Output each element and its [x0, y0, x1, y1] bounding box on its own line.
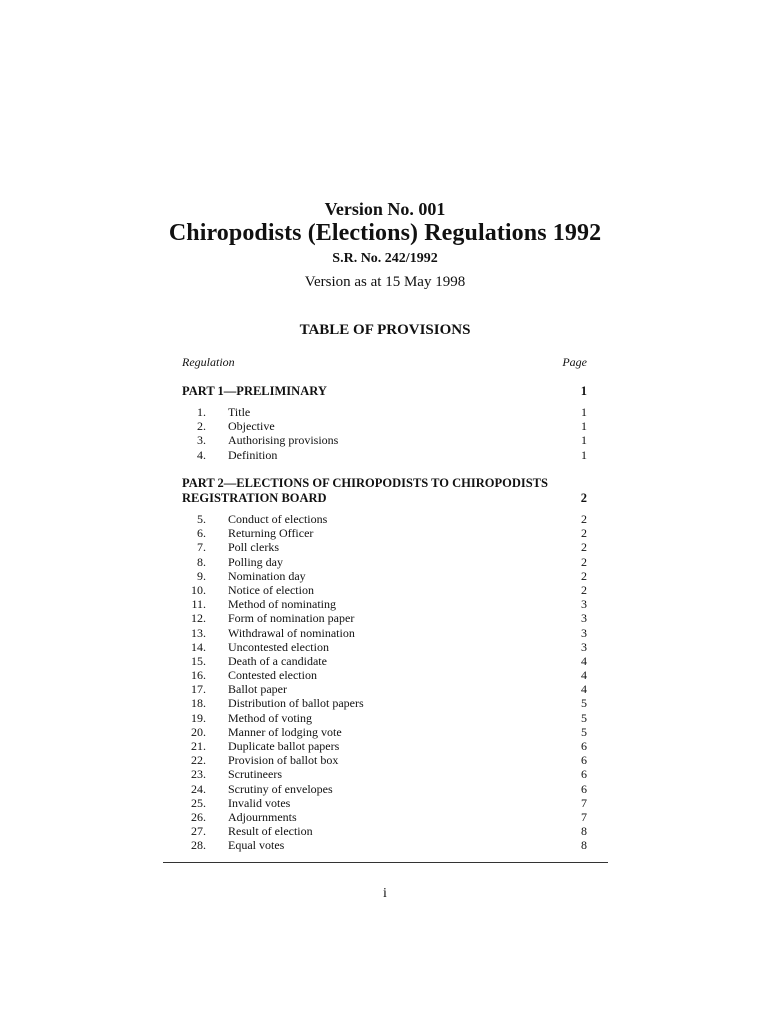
entry-number: 23. [191, 767, 206, 782]
entry-number: 14. [191, 639, 206, 654]
entry-page: 3 [581, 625, 587, 640]
toc-entry [182, 526, 587, 540]
toc-entry [182, 597, 587, 611]
entry-label: Form of nomination paper [228, 611, 355, 626]
entry-label: Poll clerks [228, 540, 279, 555]
entry-page: 7 [581, 795, 587, 810]
entry-page: 6 [581, 781, 587, 796]
toc-entry [182, 767, 587, 781]
part-1-title: PART 1—PRELIMINARY [182, 384, 327, 398]
entry-number: 5. [197, 512, 206, 526]
toc-entry [182, 753, 587, 767]
entry-page: 3 [581, 611, 587, 626]
entry-page: 8 [581, 824, 587, 839]
entry-number: 28. [191, 838, 206, 853]
entry-page: 5 [581, 696, 587, 711]
entry-label: Result of election [228, 824, 313, 839]
entry-number: 9. [197, 568, 206, 583]
entry-number: 10. [191, 582, 206, 597]
version-number: Version No. 001 [324, 199, 446, 219]
entry-number: 11. [191, 597, 206, 612]
entry-page: 4 [581, 653, 587, 668]
toc-entry [182, 824, 587, 838]
footer-divider [163, 862, 608, 863]
entry-number: 1. [197, 405, 206, 419]
entry-number: 7. [197, 540, 206, 555]
entry-label: Death of a candidate [228, 653, 327, 668]
toc-entry [182, 583, 587, 597]
entry-number: 21. [191, 739, 206, 753]
entry-label: Authorising provisions [228, 433, 339, 448]
toc-entry [182, 433, 587, 447]
toc-entry [182, 838, 587, 852]
entry-page: 2 [581, 554, 587, 569]
part-2-entries [182, 512, 587, 853]
entry-label: Nomination day [228, 568, 306, 583]
entry-page: 3 [581, 597, 587, 612]
entry-page: 3 [581, 639, 587, 654]
entry-page: 1 [581, 419, 587, 434]
entry-number: 27. [191, 824, 206, 839]
entry-label: Objective [228, 419, 275, 434]
toc-entry [182, 725, 587, 739]
part-2-title-line-2: REGISTRATION BOARD [182, 490, 327, 505]
entry-label: Scrutineers [228, 767, 282, 782]
toc-entry [182, 739, 587, 753]
entry-label: Method of voting [228, 710, 312, 725]
entry-label: Definition [228, 447, 278, 462]
entry-page: 1 [581, 433, 587, 448]
part-1-page: 1 [580, 384, 587, 398]
entry-label: Returning Officer [228, 526, 314, 541]
entry-number: 6. [197, 526, 206, 541]
entry-page: 1 [581, 447, 587, 462]
part-2-heading [182, 476, 587, 505]
entry-label: Polling day [228, 554, 284, 569]
entry-number: 4. [197, 447, 206, 462]
part-1-heading [182, 384, 587, 399]
regulation-column-header: Regulation [182, 355, 235, 369]
toc-entry [182, 569, 587, 583]
page-column-header: Page [562, 355, 587, 369]
entry-label: Conduct of elections [228, 512, 328, 526]
entry-label: Invalid votes [228, 795, 291, 810]
entry-label: Duplicate ballot papers [228, 739, 340, 753]
entry-number: 24. [191, 781, 206, 796]
toc-entry [182, 810, 587, 824]
toc-entry [182, 626, 587, 640]
entry-page: 2 [581, 568, 587, 583]
entry-page: 6 [581, 753, 587, 768]
entry-number: 13. [191, 625, 206, 640]
entry-number: 26. [191, 809, 206, 824]
entry-number: 8. [197, 554, 206, 569]
toc-heading: TABLE OF PROVISIONS [299, 322, 471, 338]
entry-number: 12. [191, 611, 206, 626]
entry-label: Scrutiny of envelopes [228, 781, 333, 796]
entry-page: 2 [581, 512, 587, 526]
toc-entry [182, 611, 587, 625]
entry-number: 18. [191, 696, 206, 711]
entry-page: 6 [581, 739, 587, 753]
part-1-entries [182, 405, 587, 462]
entry-label: Ballot paper [228, 682, 287, 697]
entry-page: 7 [581, 809, 587, 824]
entry-number: 17. [191, 682, 206, 697]
toc-entry [182, 711, 587, 725]
entry-number: 22. [191, 753, 206, 768]
entry-page: 4 [581, 668, 587, 683]
entry-label: Uncontested election [228, 639, 329, 654]
entry-label: Distribution of ballot papers [228, 696, 364, 711]
entry-label: Equal votes [228, 838, 285, 853]
entry-label: Notice of election [228, 582, 314, 597]
entry-label: Title [228, 405, 251, 419]
toc-entry [182, 540, 587, 554]
entry-label: Method of nominating [228, 597, 336, 612]
entry-number: 19. [191, 710, 206, 725]
entry-page: 5 [581, 710, 587, 725]
entry-page: 2 [581, 540, 587, 555]
toc-entry [182, 782, 587, 796]
page-number: i [383, 886, 387, 901]
toc-entry [182, 555, 587, 569]
entry-page: 2 [581, 582, 587, 597]
part-2-title-line-1: PART 2—ELECTIONS OF CHIROPODISTS TO CHIROPODISTS [182, 476, 548, 490]
toc-entry [182, 512, 587, 526]
entry-label: Adjournments [228, 809, 297, 824]
entry-label: Contested election [228, 668, 317, 683]
part-2-page: 2 [580, 490, 587, 505]
toc-entry [182, 696, 587, 710]
toc-entry [182, 448, 587, 462]
entry-page: 1 [581, 405, 587, 419]
entry-page: 4 [581, 682, 587, 697]
toc-entry [182, 682, 587, 696]
entry-label: Manner of lodging vote [228, 724, 342, 739]
entry-number: 15. [191, 653, 206, 668]
entry-number: 2. [197, 419, 206, 434]
entry-number: 20. [191, 724, 206, 739]
toc-entry [182, 640, 587, 654]
version-date: Version as at 15 May 1998 [304, 274, 466, 290]
entry-page: 8 [581, 838, 587, 853]
entry-page: 2 [581, 526, 587, 541]
statutory-rule-number: S.R. No. 242/1992 [332, 251, 438, 266]
toc-entry [182, 654, 587, 668]
entry-label: Withdrawal of nomination [228, 625, 355, 640]
entry-number: 25. [191, 795, 206, 810]
toc-entry [182, 405, 587, 419]
entry-label: Provision of ballot box [228, 753, 339, 768]
entry-page: 6 [581, 767, 587, 782]
toc-entry [182, 419, 587, 433]
entry-page: 5 [581, 724, 587, 739]
toc-entry [182, 668, 587, 682]
entry-number: 16. [191, 668, 206, 683]
entry-number: 3. [197, 433, 206, 448]
toc-column-headers [182, 355, 587, 370]
document-title: Chiropodists (Elections) Regulations 1992 [168, 220, 602, 246]
toc-entry [182, 796, 587, 810]
